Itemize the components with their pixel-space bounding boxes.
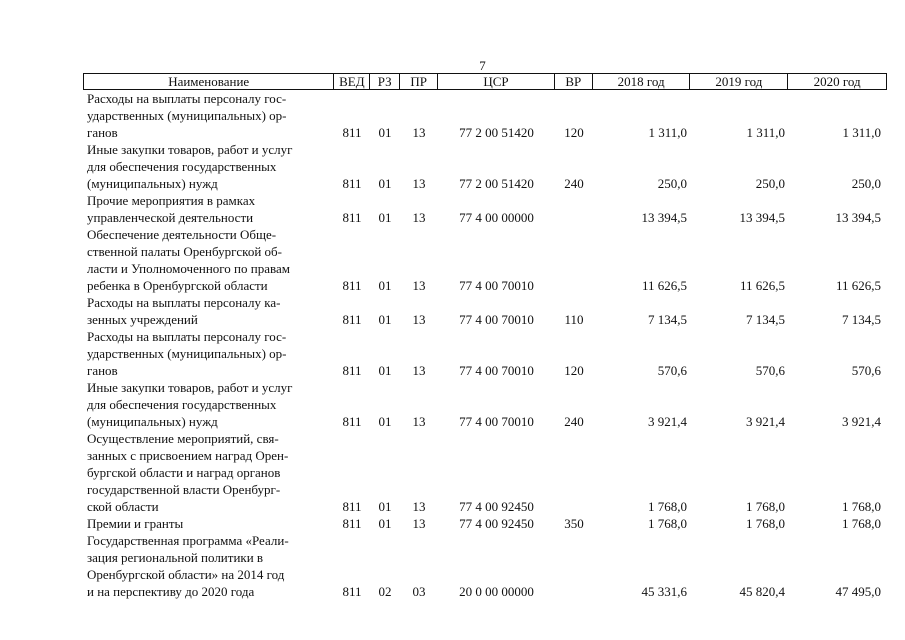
row-rz: 01 bbox=[378, 414, 392, 429]
row-2019: 570,6 bbox=[755, 363, 785, 378]
row-ved: 811 bbox=[342, 210, 362, 225]
row-rz: 02 bbox=[378, 584, 392, 599]
row-ved: 811 bbox=[342, 499, 362, 514]
row-2018: 13 394,5 bbox=[641, 210, 687, 225]
row-ved: 811 bbox=[342, 584, 362, 599]
header-2020: 2020 год bbox=[813, 74, 861, 89]
row-name: Иные закупки товаров, работ и услуг для обеспечения государственных (муниципальных) нужд bbox=[87, 142, 293, 191]
row-rz: 01 bbox=[378, 125, 392, 140]
row-name: Государственная программа «Реали- зация региональной политики в Оренбургской области» на 2014 год и на перспективу до 2020 года bbox=[87, 533, 289, 599]
row-name: Осуществление мероприятий, свя- занных с присвоением наград Орен- бургской области и наград органов государственной власти Оренбург- ской области bbox=[87, 431, 289, 514]
row-2019: 11 626,5 bbox=[739, 278, 785, 293]
table-row bbox=[83, 294, 887, 328]
row-2020: 1 768,0 bbox=[842, 516, 881, 531]
row-vr: 240 bbox=[564, 414, 584, 429]
row-csr: 77 4 00 92450 bbox=[459, 516, 534, 531]
row-pr: 13 bbox=[412, 363, 426, 378]
row-2019: 45 820,4 bbox=[739, 584, 785, 599]
row-pr: 03 bbox=[412, 584, 426, 599]
table-row bbox=[83, 141, 887, 192]
header-vr: ВР bbox=[555, 74, 593, 89]
row-vr: 120 bbox=[564, 363, 584, 378]
row-ved: 811 bbox=[342, 278, 362, 293]
table-row bbox=[83, 328, 887, 379]
header-2018: 2018 год bbox=[593, 74, 691, 89]
row-rz: 01 bbox=[378, 210, 392, 225]
row-ved: 811 bbox=[342, 516, 362, 531]
row-2020: 13 394,5 bbox=[835, 210, 881, 225]
row-2020: 3 921,4 bbox=[842, 414, 881, 429]
row-pr: 13 bbox=[412, 414, 426, 429]
header-csr: ЦСР bbox=[438, 74, 555, 89]
row-rz: 01 bbox=[378, 363, 392, 378]
row-rz: 01 bbox=[378, 516, 392, 531]
row-2019: 3 921,4 bbox=[746, 414, 785, 429]
row-rz: 01 bbox=[378, 312, 392, 327]
row-ved: 811 bbox=[342, 414, 362, 429]
row-csr: 77 2 00 51420 bbox=[459, 176, 534, 191]
table-body bbox=[83, 90, 887, 600]
row-2018: 7 134,5 bbox=[648, 312, 687, 327]
row-csr: 20 0 00 00000 bbox=[459, 584, 534, 599]
table-row bbox=[83, 532, 887, 600]
row-2018: 45 331,6 bbox=[641, 584, 687, 599]
row-vr: 240 bbox=[564, 176, 584, 191]
row-pr: 13 bbox=[412, 516, 426, 531]
row-pr: 13 bbox=[412, 278, 426, 293]
row-rz: 01 bbox=[378, 499, 392, 514]
row-2018: 250,0 bbox=[657, 176, 687, 191]
budget-table bbox=[83, 73, 887, 600]
row-2018: 11 626,5 bbox=[641, 278, 687, 293]
page-number: 7 bbox=[479, 58, 486, 73]
row-rz: 01 bbox=[378, 176, 392, 191]
row-csr: 77 4 00 70010 bbox=[459, 312, 534, 327]
row-csr: 77 4 00 92450 bbox=[459, 499, 534, 514]
row-pr: 13 bbox=[412, 125, 426, 140]
row-csr: 77 4 00 70010 bbox=[459, 414, 534, 429]
row-2020: 570,6 bbox=[851, 363, 881, 378]
table-row bbox=[83, 515, 887, 532]
row-name: Иные закупки товаров, работ и услуг для обеспечения государственных (муниципальных) нужд bbox=[87, 380, 293, 429]
row-2018: 3 921,4 bbox=[648, 414, 687, 429]
row-name: Прочие мероприятия в рамках управленческой деятельности bbox=[87, 193, 256, 225]
table-row bbox=[83, 90, 887, 141]
row-2019: 1 768,0 bbox=[746, 499, 785, 514]
row-2019: 250,0 bbox=[755, 176, 785, 191]
row-2020: 1 311,0 bbox=[842, 125, 881, 140]
row-name: Расходы на выплаты персоналу гос- ударственных (муниципальных) ор- ганов bbox=[87, 329, 287, 378]
row-ved: 811 bbox=[342, 125, 362, 140]
row-csr: 77 2 00 51420 bbox=[459, 125, 534, 140]
row-csr: 77 4 00 70010 bbox=[459, 278, 534, 293]
table-row bbox=[83, 192, 887, 226]
row-name: Расходы на выплаты персоналу ка- зенных учреждений bbox=[87, 295, 281, 327]
row-name: Обеспечение деятельности Обще- ственной палаты Оренбургской об- ласти и Уполномоченного по правам ребенка в Оренбургской области bbox=[87, 227, 290, 293]
table-row bbox=[83, 430, 887, 515]
row-2018: 1 311,0 bbox=[648, 125, 687, 140]
row-vr: 110 bbox=[564, 312, 584, 327]
row-pr: 13 bbox=[412, 312, 426, 327]
row-2020: 11 626,5 bbox=[835, 278, 881, 293]
header-ved: ВЕД bbox=[334, 74, 370, 89]
row-2019: 7 134,5 bbox=[746, 312, 785, 327]
row-2018: 570,6 bbox=[657, 363, 687, 378]
header-pr: ПР bbox=[400, 74, 438, 89]
table-header bbox=[83, 73, 887, 90]
row-rz: 01 bbox=[378, 278, 392, 293]
row-2018: 1 768,0 bbox=[648, 499, 687, 514]
row-ved: 811 bbox=[342, 312, 362, 327]
row-pr: 13 bbox=[412, 499, 426, 514]
row-2020: 7 134,5 bbox=[842, 312, 881, 327]
header-2019: 2019 год bbox=[690, 74, 788, 89]
row-2018: 1 768,0 bbox=[648, 516, 687, 531]
row-ved: 811 bbox=[342, 363, 362, 378]
header-name: Наименование bbox=[84, 74, 334, 89]
row-pr: 13 bbox=[412, 210, 426, 225]
table-row bbox=[83, 379, 887, 430]
header-rz: РЗ bbox=[370, 74, 400, 89]
row-csr: 77 4 00 70010 bbox=[459, 363, 534, 378]
row-2019: 1 768,0 bbox=[746, 516, 785, 531]
row-pr: 13 bbox=[412, 176, 426, 191]
table-row bbox=[83, 226, 887, 294]
row-vr: 120 bbox=[564, 125, 584, 140]
row-ved: 811 bbox=[342, 176, 362, 191]
row-name: Расходы на выплаты персоналу гос- ударственных (муниципальных) ор- ганов bbox=[87, 91, 287, 140]
row-2020: 47 495,0 bbox=[835, 584, 881, 599]
row-csr: 77 4 00 00000 bbox=[459, 210, 534, 225]
row-2019: 1 311,0 bbox=[746, 125, 785, 140]
row-2020: 250,0 bbox=[851, 176, 881, 191]
row-vr: 350 bbox=[564, 516, 584, 531]
row-2020: 1 768,0 bbox=[842, 499, 881, 514]
row-name: Премии и гранты bbox=[87, 516, 184, 531]
row-2019: 13 394,5 bbox=[739, 210, 785, 225]
